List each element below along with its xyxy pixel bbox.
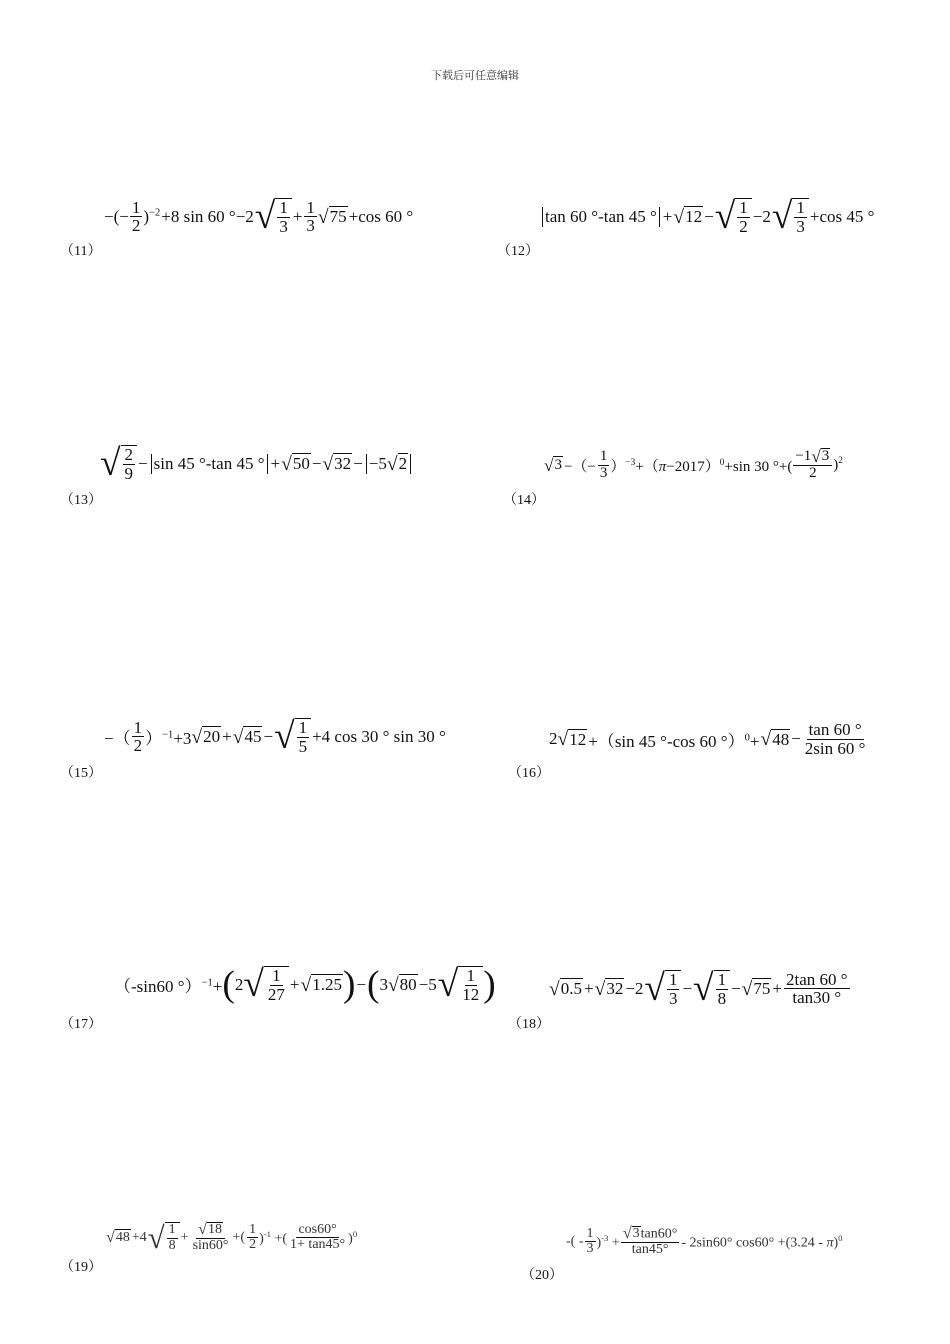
problem-11-label: （11）	[60, 244, 102, 259]
problem-12-expression: tan 60 °-tan 45 ° + √ 12 − √ 1 2 −2 √ 1 3 +cos 45 °	[540, 198, 875, 236]
problem-14-expression: √ 3 −（− $\frac{1}{3}$ ）$^{-3}+(\pi-2017)^0+\sin$ 30 °+( −1 √ 3 2 )$^2$	[544, 447, 843, 482]
problem-15-label: （15）	[60, 766, 102, 781]
problem-17-expression: （-sin60 °）$^{-1}$+ ( 2 √ 1 27 + √ 1.25 ) − ( 3 √ 80 −5 √ 1 12 )	[114, 964, 496, 1006]
problem-13-label: （13）	[60, 493, 102, 508]
problem-20-expression: -( - 1 3 )$^{-3}$ + √ 3 tan60° tan45° - 2sin60° cos60° +(3.24 - π)$^0$	[566, 1225, 843, 1258]
problem-18-label: （18）	[508, 1017, 550, 1032]
problem-19-expression: √ 48 +4 √ 1 8 + √ 18 sin60° +( 1 2 )$^{-1}$ +( cos60° 1+ tan45° )$^0$	[106, 1220, 358, 1255]
problem-16-label: （16）	[508, 766, 550, 781]
problem-15-expression: −（ 1 2 ）$^{-1}$+3 √ 20 + √ 45 − √ 1 5 +4 cos 30 ° sin 30 °	[104, 716, 446, 758]
problem-20-label: （20）	[521, 1268, 563, 1283]
problem-13-expression: √ 2 9 − sin 45 °-tan 45 ° + √ 50 − √ 32 − −5 √ 2	[100, 445, 413, 483]
problem-17-label: （17）	[60, 1017, 102, 1032]
problem-12-label: （12）	[497, 244, 539, 259]
problem-18-expression: √ 0.5 + √ 32 −2 √ 1 3 − √ 1 8 − √ 75 + $\frac{2\tan 60 ^\circ}{\tan 30 ^\circ}$	[549, 968, 848, 1010]
problem-11-expression: −(− $\frac{1}{2}$ )$^{-2}$ +8 sin 60 °−2 √ 1 3 + $\frac{1}{3}$ √ 75 +cos 60 °	[104, 196, 414, 238]
problem-19-label: （19）	[60, 1260, 102, 1275]
problem-16-expression: 2 √ 12 +（sin 45 °-cos 60 °）$^0$+ √ 48 − $\frac{\tan 60 ^\circ}{2\sin 60 ^\circ}$	[549, 720, 866, 758]
page-header: 下载后可任意编辑	[431, 69, 519, 82]
problem-14-label: （14）	[503, 493, 545, 508]
